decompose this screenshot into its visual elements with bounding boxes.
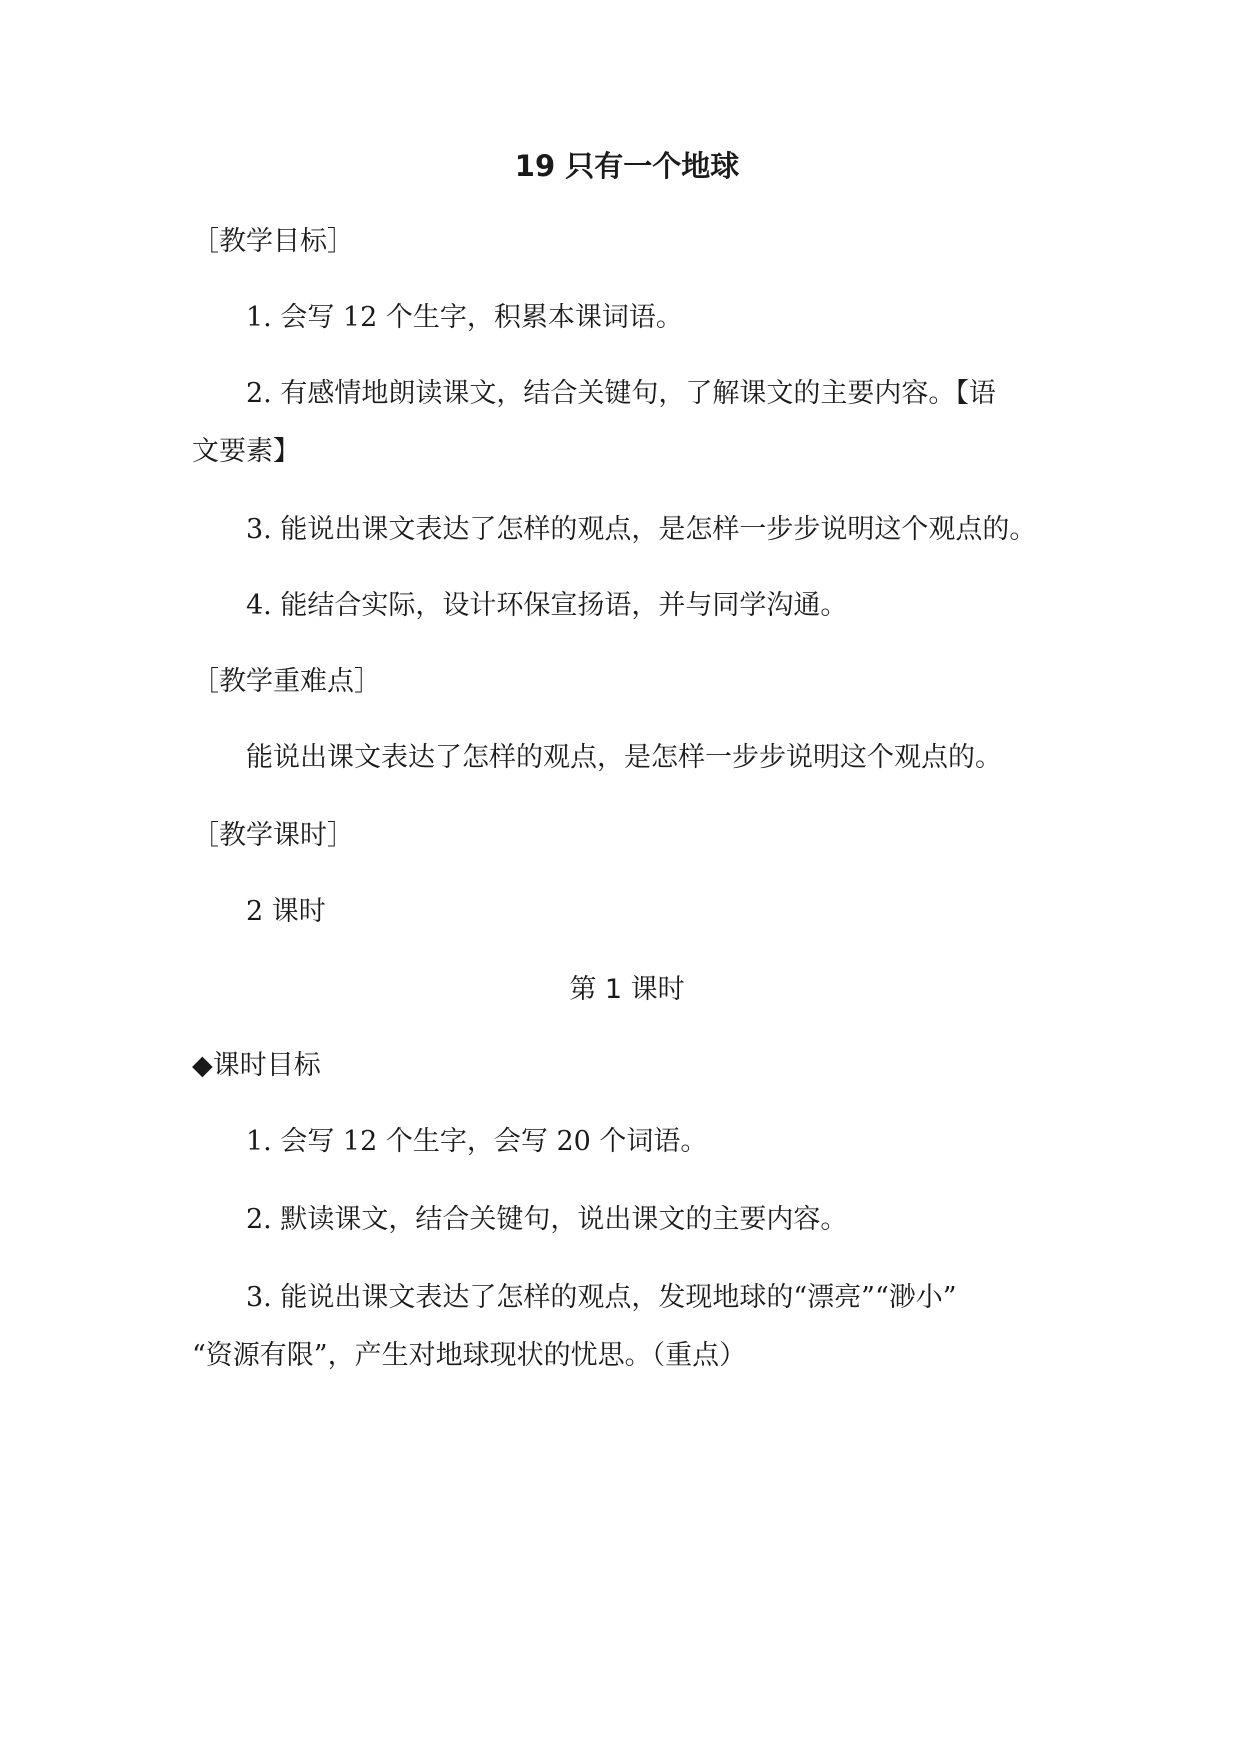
- lesson-goal-item: 3. 能说出课文表达了怎样的观点，发现地球的“漂亮”“渺小”: [246, 1282, 957, 1313]
- objective-item: 2. 有感情地朗读课文，结合关键句，了解课文的主要内容。【语: [246, 378, 996, 409]
- page-title: 19 只有一个地球: [514, 149, 740, 183]
- objective-item: 4. 能结合实际，设计环保宣扬语，并与同学沟通。: [246, 590, 848, 621]
- periods-text: 2 课时: [246, 896, 326, 927]
- lesson-goals-heading: ◆课时目标: [192, 1050, 321, 1081]
- document-page: [192, 0, 1062, 1754]
- objectives-heading: ［教学目标］: [192, 226, 354, 257]
- lesson-heading: 第 1 课时: [569, 974, 685, 1005]
- periods-heading: ［教学课时］: [192, 820, 354, 851]
- objective-item-continuation: 文要素】: [192, 436, 300, 467]
- key-points-text: 能说出课文表达了怎样的观点，是怎样一步步说明这个观点的。: [246, 742, 1002, 773]
- objective-item: 1. 会写 12 个生字，积累本课词语。: [246, 302, 683, 333]
- lesson-goal-item: 1. 会写 12 个生字，会写 20 个词语。: [246, 1126, 708, 1157]
- lesson-goal-item-continuation: “资源有限”，产生对地球现状的忧思。（重点）: [192, 1340, 747, 1371]
- key-points-heading: ［教学重难点］: [192, 666, 381, 697]
- lesson-goal-item: 2. 默读课文，结合关键句，说出课文的主要内容。: [246, 1204, 848, 1235]
- objective-item: 3. 能说出课文表达了怎样的观点，是怎样一步步说明这个观点的。: [246, 514, 1037, 545]
